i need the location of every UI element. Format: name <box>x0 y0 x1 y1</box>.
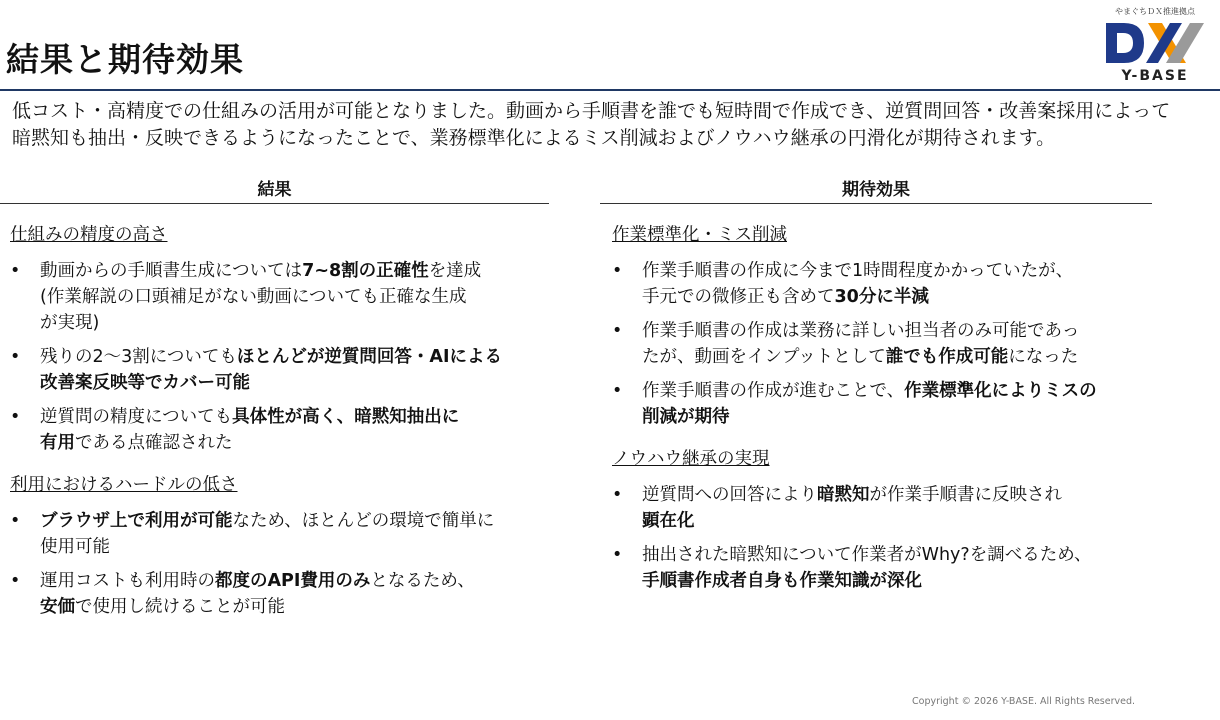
text: 逆質問の精度についても <box>40 407 233 427</box>
bullet-list <box>612 482 1172 594</box>
results-column <box>10 222 550 636</box>
bullet-list <box>612 258 1172 430</box>
text: 逆質問への回答により <box>642 485 817 505</box>
bullet-item <box>10 344 550 396</box>
bullet-item <box>612 542 1172 594</box>
bold-text: 削減が期待 <box>642 407 730 427</box>
header-divider <box>0 89 1220 91</box>
bold-text: 有用 <box>40 433 75 453</box>
text: 残りの2～3割についても <box>40 347 237 367</box>
text: である点確認された <box>75 433 233 453</box>
bold-text: 誰でも作成可能 <box>885 347 1009 367</box>
bullet-item <box>612 378 1172 430</box>
bold-text: 7~8割の正確性 <box>302 261 429 281</box>
bold-text: ほとんどが逆質問回答・AIによる <box>236 347 502 367</box>
text: 運用コストも利用時の <box>40 571 215 591</box>
bullet-item <box>612 482 1172 534</box>
logo-name: Y-BASE <box>1121 68 1189 84</box>
column-header-results: 結果 <box>0 178 549 204</box>
bullet-item <box>612 318 1172 370</box>
y-base-logo <box>1100 6 1210 86</box>
bold-text: 都度のAPI費用のみ <box>215 571 371 591</box>
text: 使用可能 <box>40 537 110 557</box>
section-title: 仕組みの精度の高さ <box>10 225 168 245</box>
bold-text: 手順書作成者自身も作業知識が深化 <box>642 571 922 591</box>
bold-text: 具体性が高く、暗黙知抽出に <box>232 407 460 427</box>
results-section-accuracy <box>10 222 550 456</box>
bullet-item <box>10 258 550 336</box>
bold-text: 改善案反映等でカバー可能 <box>40 373 250 393</box>
text: たが、動画をインプットとして <box>642 347 886 367</box>
bold-text: 30分に半減 <box>834 287 929 307</box>
effects-section-standardization <box>612 222 1172 430</box>
text: 手元での微修正も含めて <box>642 287 835 307</box>
results-section-usability <box>10 472 550 620</box>
text: を達成 <box>428 261 482 281</box>
intro-summary: 低コスト・高精度での仕組みの活用が可能となりました。動画から手順書を誰でも短時間で作成でき、逆質問回答・改善案採用によって暗黙知も抽出・反映できるようになったことで、業務標準化によるミス削減およびノウハウ継承の円滑化が期待されます。 <box>12 100 1171 149</box>
section-title: 作業標準化・ミス削減 <box>612 225 787 245</box>
text: 動画からの手順書生成については <box>40 261 303 281</box>
section-title: ノウハウ継承の実現 <box>612 449 770 469</box>
bullet-item <box>612 258 1172 310</box>
bold-text: ブラウザ上で利用が可能 <box>40 511 233 531</box>
text: (作業解説の口頭補足がない動画についても正確な生成 <box>40 287 467 307</box>
bullet-list <box>10 258 550 456</box>
text: が実現) <box>40 313 100 333</box>
text: なため、ほとんどの環境で簡単に <box>232 511 495 531</box>
bullet-list <box>10 508 550 620</box>
effects-section-knowhow <box>612 446 1172 594</box>
bold-text: 顕在化 <box>642 511 695 531</box>
bold-text: 安価 <box>40 597 75 617</box>
dx-logo-icon <box>1104 21 1206 65</box>
column-header-expected-effects: 期待効果 <box>600 178 1152 204</box>
text: 抽出された暗黙知について作業者がWhy?を調べるため、 <box>642 545 1092 565</box>
page-title: 結果と期待効果 <box>6 40 244 79</box>
copyright-notice: Copyright © 2026 Y-BASE. All Rights Reserved. <box>912 696 1136 707</box>
text: が作業手順書に反映され <box>869 485 1062 505</box>
section-title: 利用におけるハードルの低さ <box>10 475 238 495</box>
text: となるため、 <box>370 571 475 591</box>
bullet-item <box>10 404 550 456</box>
text: 作業手順書の作成は業務に詳しい担当者のみ可能であっ <box>642 321 1080 341</box>
bullet-item <box>10 568 550 620</box>
text: になった <box>1008 347 1079 367</box>
text: 作業手順書の作成に今まで1時間程度かかっていたが、 <box>642 261 1074 281</box>
expected-effects-column <box>612 222 1172 610</box>
bullet-item <box>10 508 550 560</box>
bold-text: 暗黙知 <box>817 485 870 505</box>
text: で使用し続けることが可能 <box>75 597 285 617</box>
bold-text: 作業標準化によりミスの <box>904 381 1097 401</box>
logo-tagline: やまぐちＤＸ推進拠点 <box>1115 7 1195 16</box>
text: 作業手順書の作成が進むことで、 <box>642 381 905 401</box>
